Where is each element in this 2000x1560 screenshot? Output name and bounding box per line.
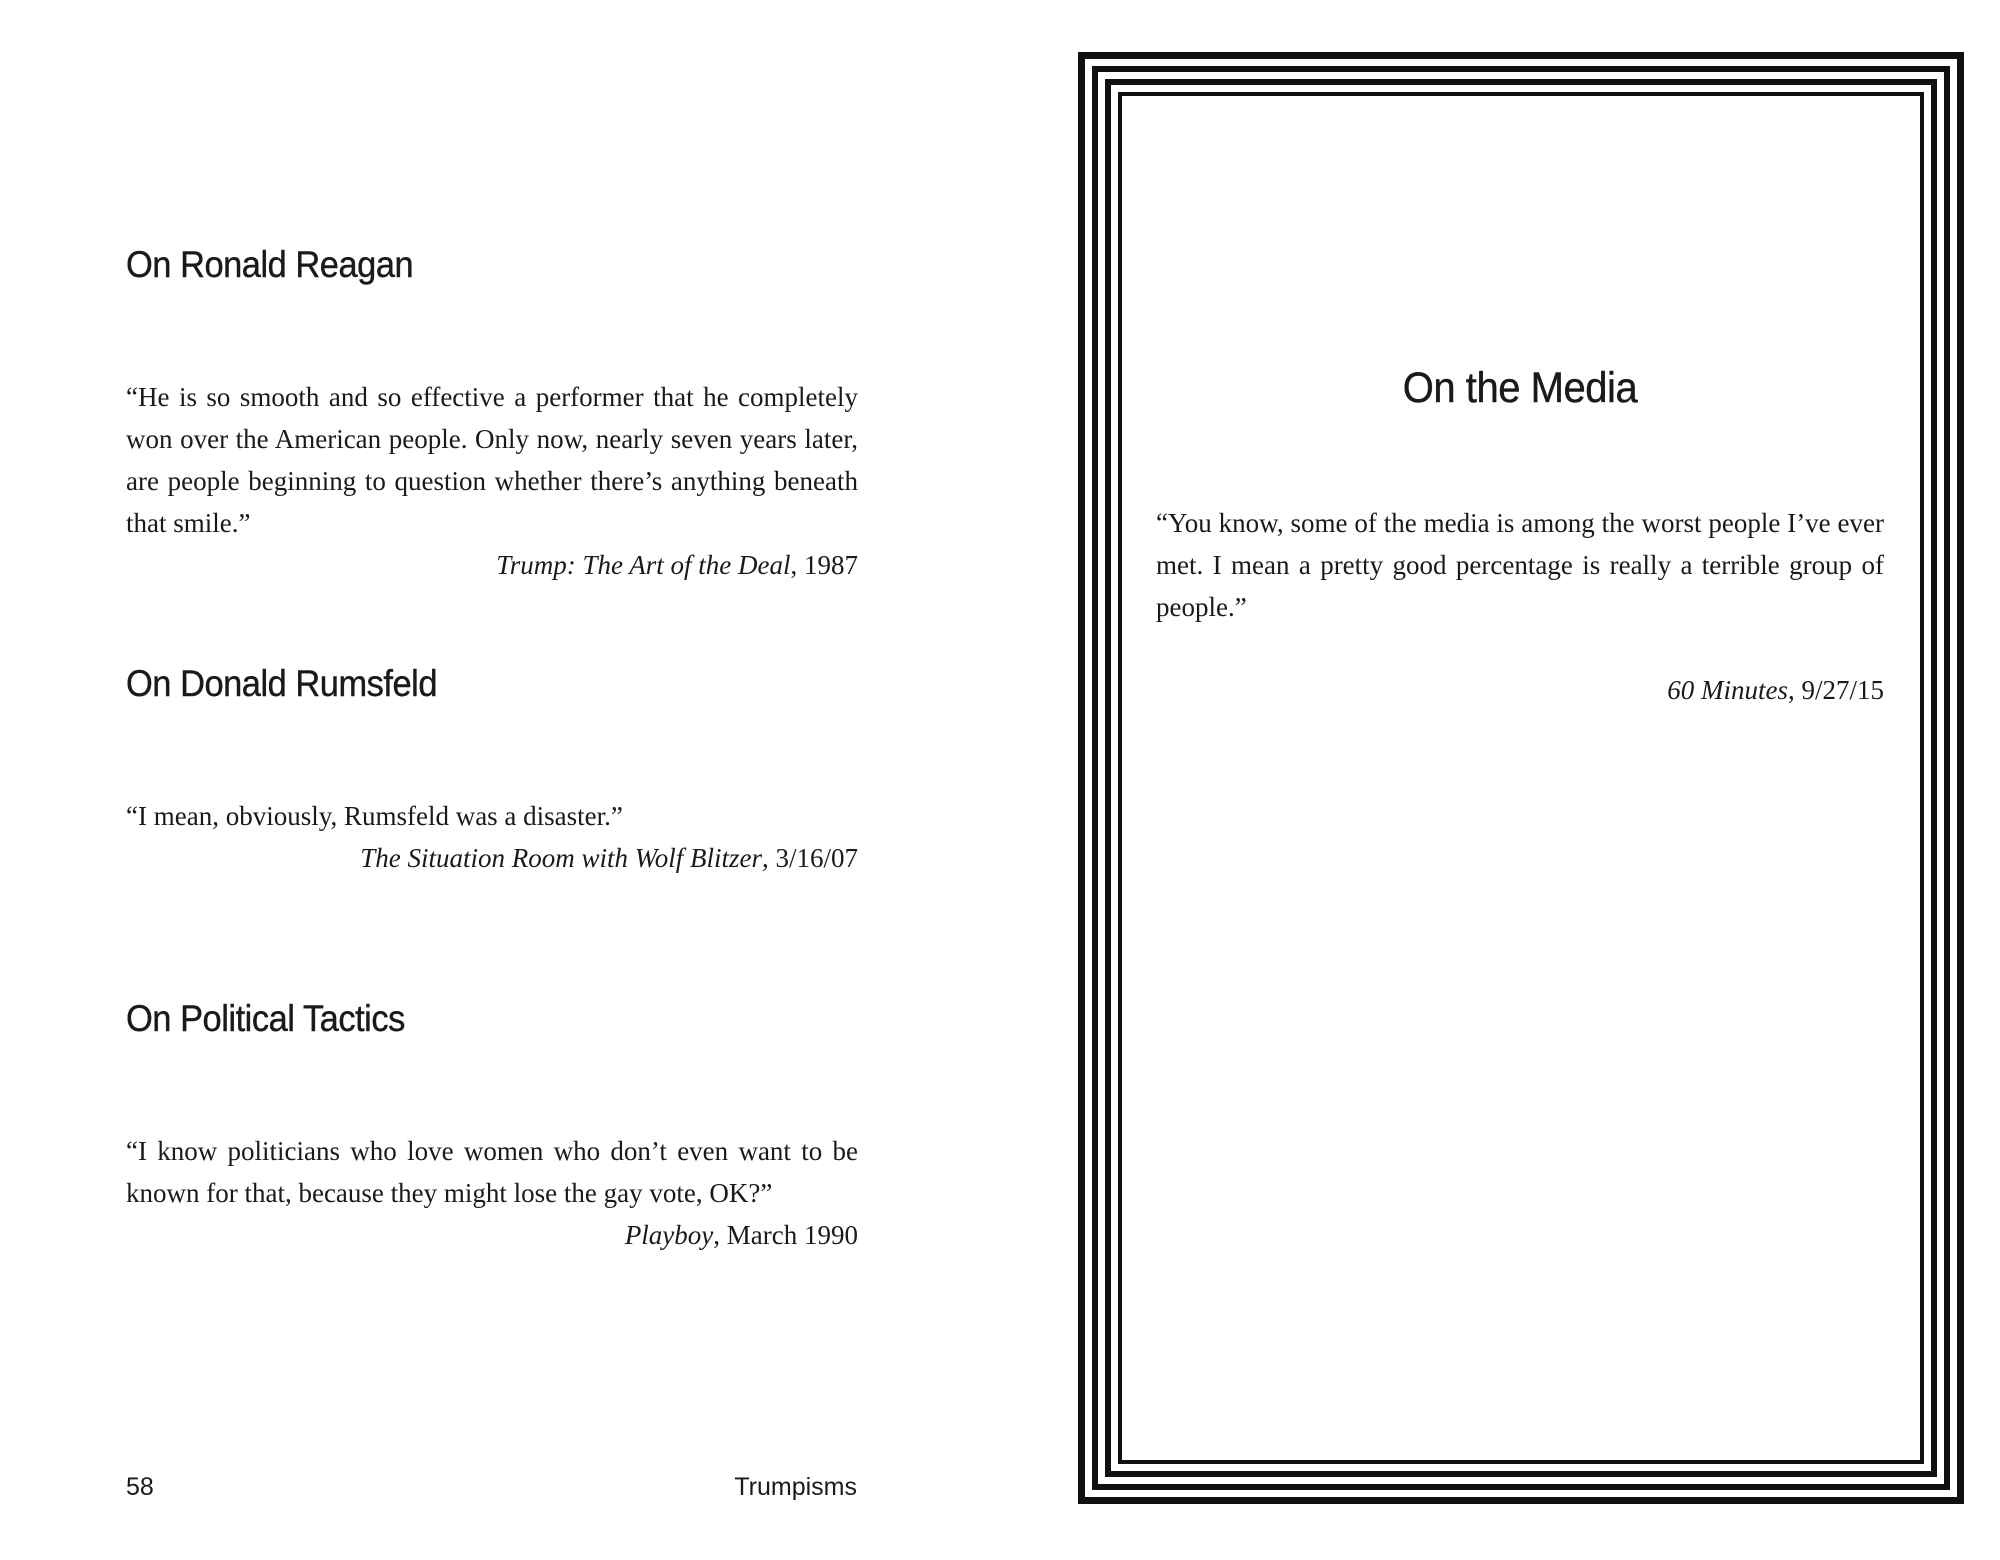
source-title-political-tactics: Playboy: [624, 1220, 714, 1250]
quote-political-tactics: “I know politicians who love women who don’t even want to be known for that, because they might lose the gay vote, OK?”: [126, 1136, 858, 1208]
source-date-rumsfeld: , 3/16/07: [761, 843, 858, 873]
source-date-reagan: , 1987: [790, 550, 858, 580]
source-date-political-tactics: , March 1990: [713, 1220, 858, 1250]
source-media: [1667, 669, 1884, 711]
page-number: 58: [126, 1473, 154, 1501]
source-title-reagan: Trump: The Art of the Deal: [496, 550, 791, 580]
section-heading-political-tactics: On Political Tactics: [126, 998, 405, 1039]
source-political-tactics: [625, 1214, 858, 1256]
section-heading-reagan: On Ronald Reagan: [126, 244, 414, 285]
running-footer-title: Trumpisms: [734, 1473, 857, 1501]
quote-media: “You know, some of the media is among the worst people I’ve ever met. I mean a pretty good percentage is really a terrible group of people.”: [1156, 508, 1884, 622]
decorative-frame: [1078, 52, 1964, 1504]
source-title-media: 60 Minutes: [1667, 675, 1788, 705]
frame-inner-ring: [1118, 92, 1924, 1464]
source-title-rumsfeld: The Situation Room with Wolf Blitzer: [360, 843, 762, 873]
right-page: [1000, 0, 2000, 1560]
section-heading-rumsfeld: On Donald Rumsfeld: [126, 663, 438, 704]
section-heading-media: On the Media: [1402, 364, 1638, 412]
source-rumsfeld: [360, 837, 858, 879]
source-date-media: , 9/27/15: [1787, 675, 1884, 705]
source-reagan: [496, 544, 858, 586]
quote-reagan: “He is so smooth and so effective a performer that he completely won over the American people. Only now, nearly seven years later, are people beginning to question whether there’s anything beneath that smile.”: [126, 382, 858, 538]
quote-rumsfeld: “I mean, obviously, Rumsfeld was a disaster.”: [126, 801, 623, 831]
